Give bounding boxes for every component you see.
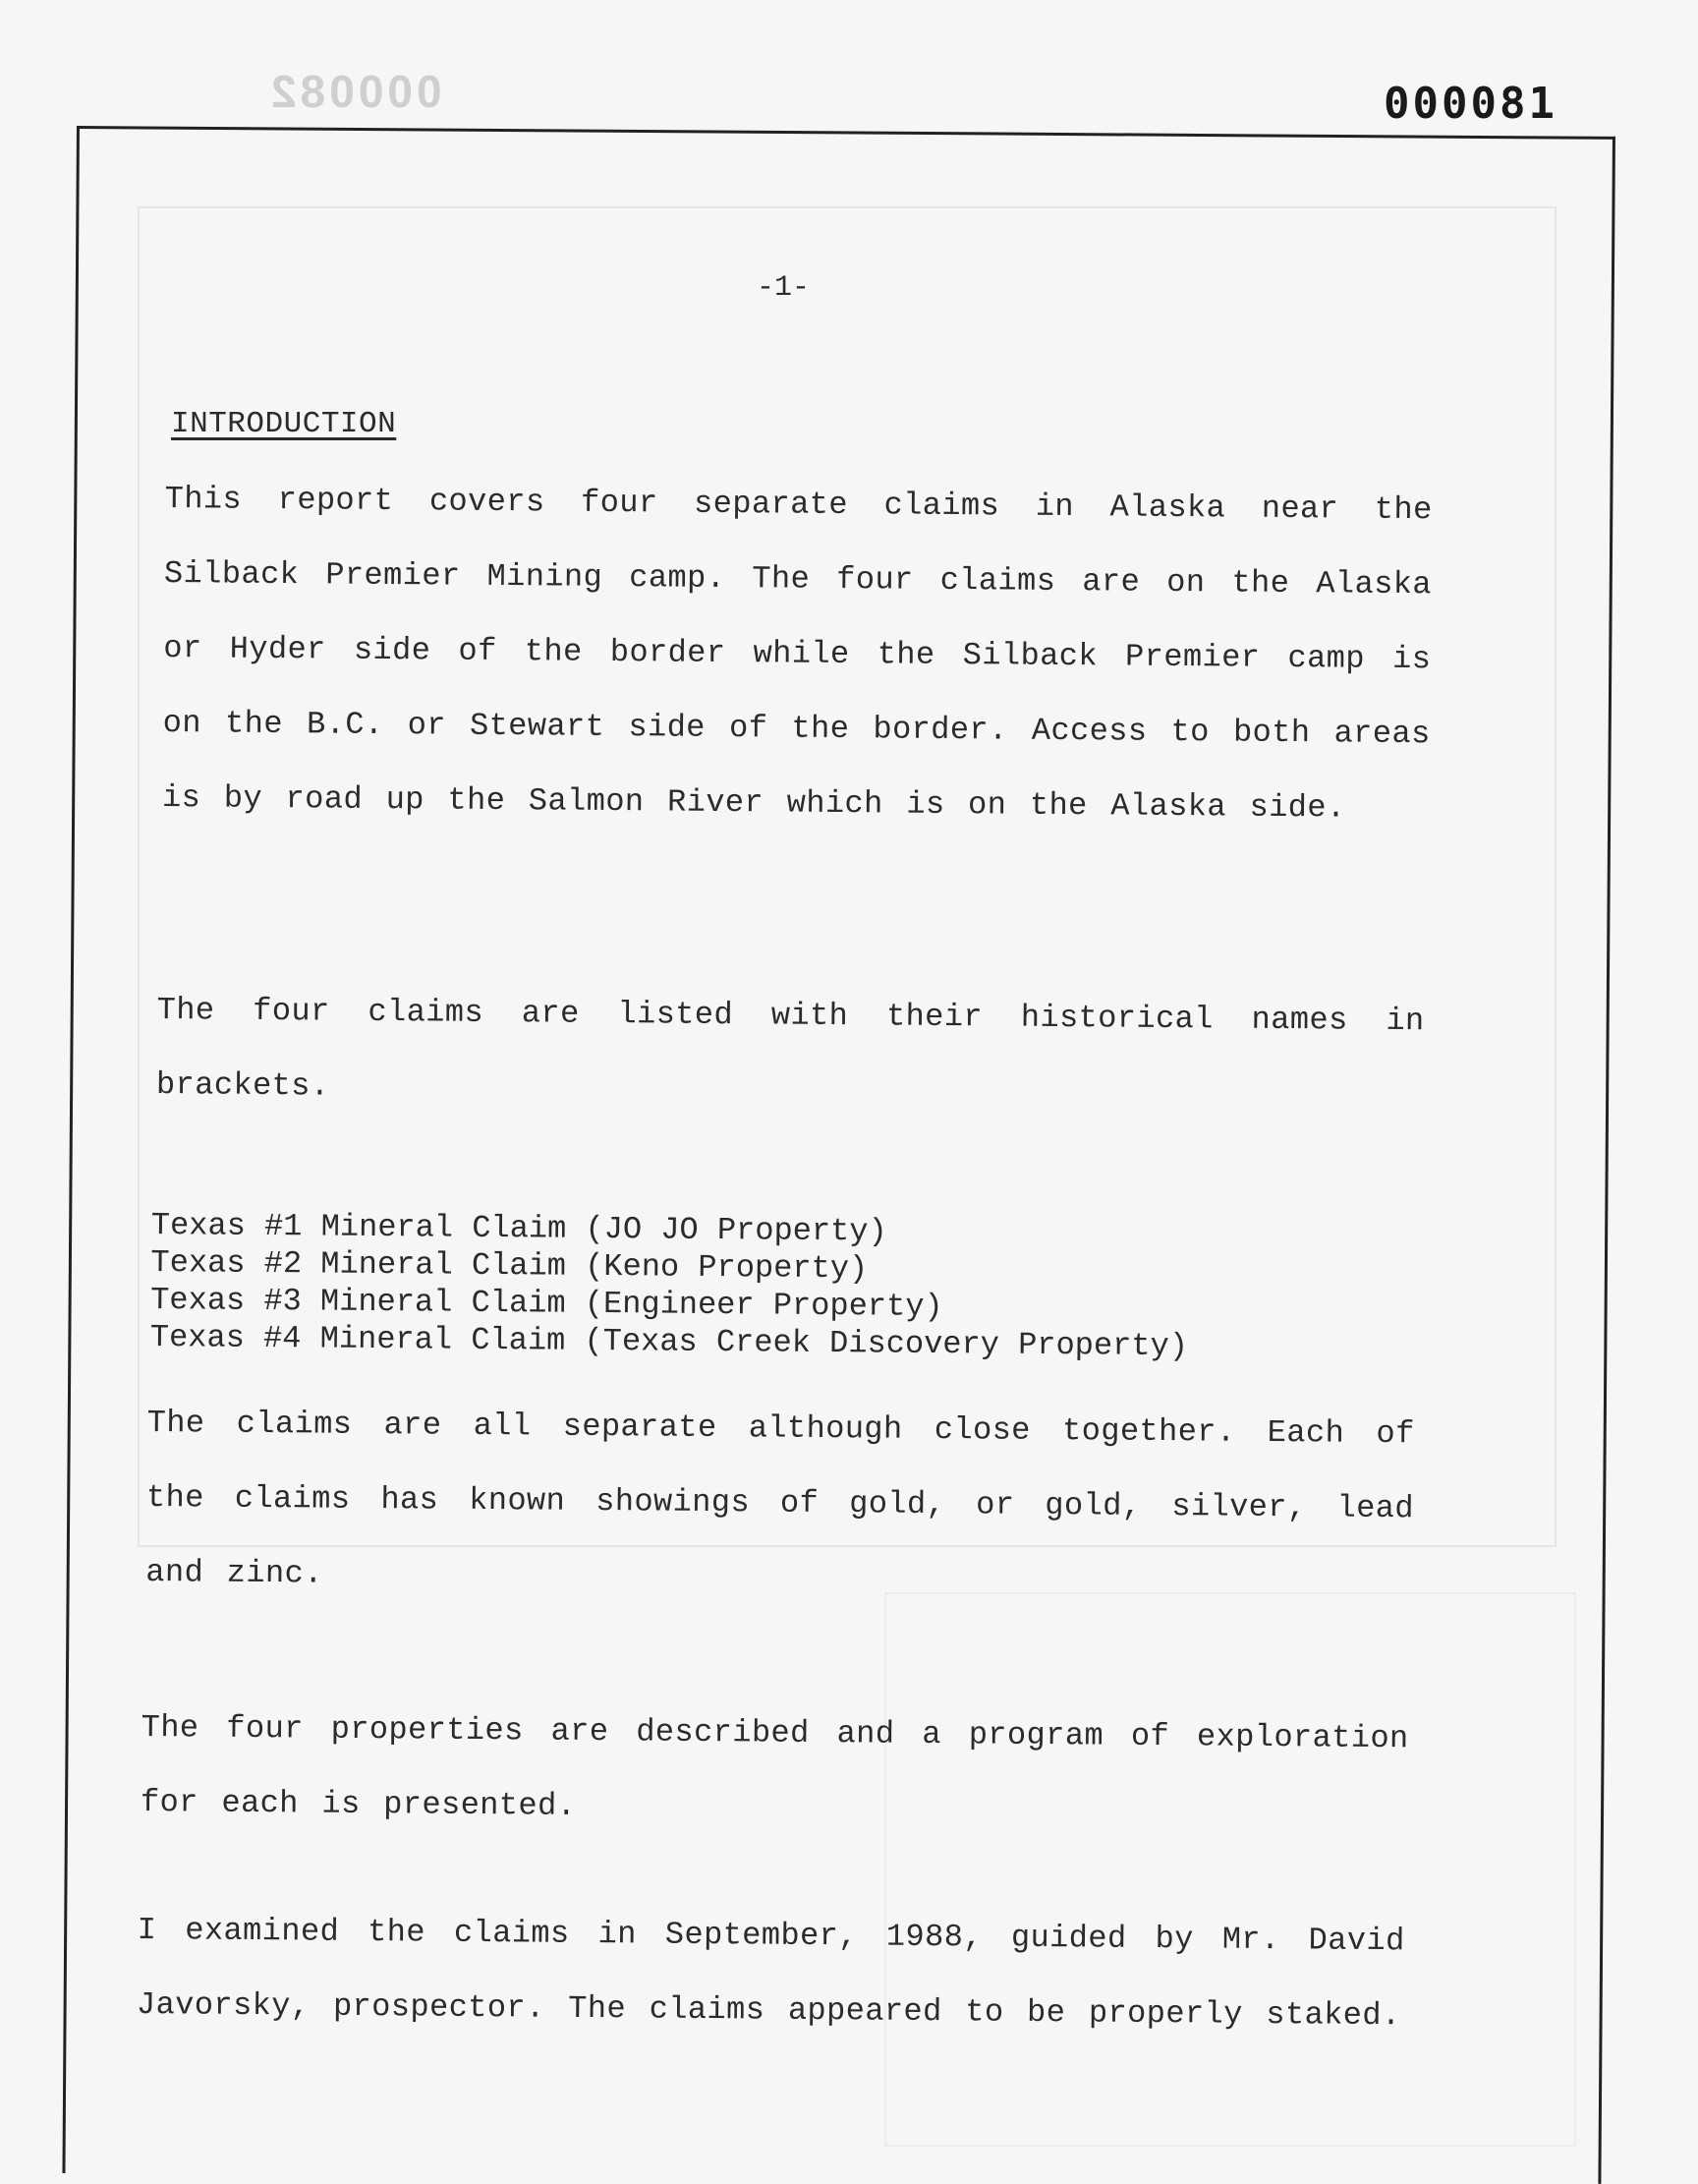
claim-item: Texas #4 Mineral Claim (Texas Creek Discovery Property) bbox=[149, 1318, 1189, 1365]
claims-list bbox=[150, 1207, 1429, 1367]
claim-item: Texas #3 Mineral Claim (Engineer Property) bbox=[150, 1281, 943, 1326]
section-heading: INTRODUCTION bbox=[171, 407, 397, 441]
claim-item: Texas #2 Mineral Claim (Keno Property) bbox=[150, 1243, 869, 1288]
examination-paragraph: I examined the claims in September, 1988, guided by Mr. David Javorsky, prospector. The claims appeared to be properly staked. bbox=[136, 1911, 1405, 2035]
page-number: -1- bbox=[757, 271, 811, 305]
intro-paragraph: This report covers four separate claims in Alaska near the Silback Premier Mining camp. The four claims are on the Alaska or Hyder side of the border while the Silback Premier camp is on the B.C. or Stewart side of the border. Access to both areas is by road up the Salmon River which is on the Alaska side. bbox=[161, 480, 1433, 827]
claims-separate-paragraph: The claims are all separate although close together. Each of the claims has known showings of gold, or gold, silver, lead and zinc. bbox=[145, 1404, 1415, 1592]
claims-listed-paragraph: The four claims are listed with their historical names in brackets. bbox=[155, 991, 1425, 1105]
claim-item: Texas #1 Mineral Claim (JO JO Property) bbox=[150, 1207, 887, 1250]
document-number: 000081 bbox=[1384, 79, 1557, 129]
properties-described-paragraph: The four properties are described and a program of exploration for each is presented. bbox=[140, 1708, 1409, 1824]
bleed-through-page-number: 000082 bbox=[267, 66, 442, 117]
